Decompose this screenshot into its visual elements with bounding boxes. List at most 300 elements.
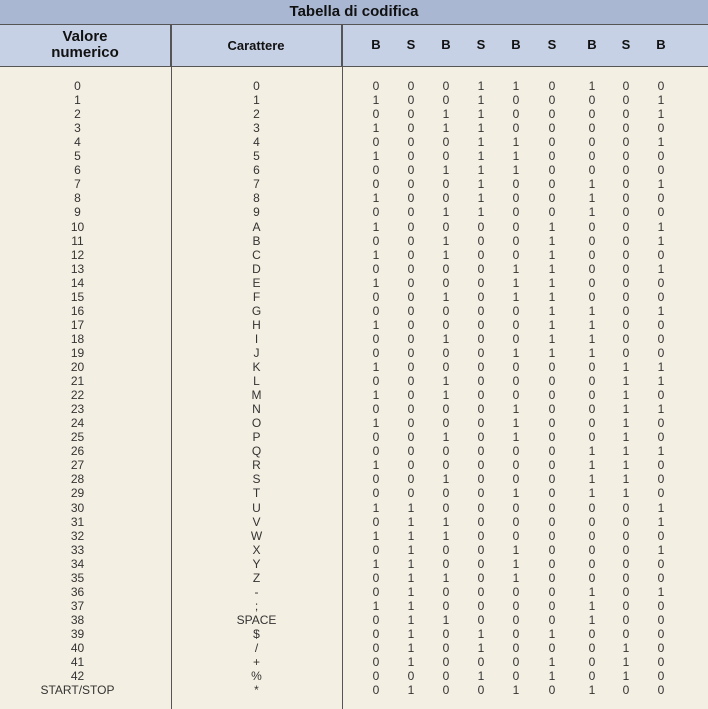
header-bit: B bbox=[441, 37, 451, 52]
character-cell: ; bbox=[254, 598, 259, 613]
bit-cell: 0 bbox=[477, 374, 485, 389]
bit-cell: 0 bbox=[622, 135, 630, 150]
bit-cell: 0 bbox=[512, 669, 520, 684]
bit-cell: 0 bbox=[548, 107, 556, 122]
bit-cell: 1 bbox=[442, 289, 450, 304]
bit-cell: 0 bbox=[657, 275, 665, 290]
bit-cell: 1 bbox=[442, 514, 450, 529]
bit-cell: 0 bbox=[622, 626, 630, 641]
bit-cell: 1 bbox=[588, 444, 596, 459]
bit-cell: 0 bbox=[442, 360, 450, 374]
bit-cell: 1 bbox=[442, 612, 450, 627]
bit-cell: 0 bbox=[588, 275, 596, 290]
bit-cell: 0 bbox=[477, 556, 485, 571]
bit-cell: 0 bbox=[622, 233, 630, 248]
bit-cell: 0 bbox=[407, 135, 415, 150]
bit-cell: 0 bbox=[512, 303, 520, 318]
table-row bbox=[0, 332, 708, 346]
bit-cell: 1 bbox=[657, 584, 665, 599]
bit-cell: 0 bbox=[407, 444, 415, 459]
bit-cell: 0 bbox=[372, 402, 380, 417]
bit-cell: 0 bbox=[622, 598, 630, 613]
bit-cell: 0 bbox=[588, 289, 596, 304]
bit-cell: 0 bbox=[588, 261, 596, 276]
bit-cell: 1 bbox=[622, 430, 630, 445]
bit-cell: 1 bbox=[477, 149, 485, 164]
bit-cell: 1 bbox=[588, 584, 596, 599]
bit-cell: 0 bbox=[512, 472, 520, 487]
bit-cell: 1 bbox=[442, 163, 450, 178]
bit-cell: 1 bbox=[512, 79, 520, 93]
bit-cell: 0 bbox=[477, 683, 485, 698]
bit-cell: 0 bbox=[622, 331, 630, 346]
bit-cell: 1 bbox=[477, 93, 485, 108]
value-cell: START/STOP bbox=[40, 683, 115, 698]
bit-cell: 0 bbox=[477, 233, 485, 248]
header-bit: B bbox=[371, 37, 381, 52]
bit-cell: 0 bbox=[442, 79, 450, 93]
bit-cell: 1 bbox=[407, 598, 415, 613]
bit-cell: 1 bbox=[588, 177, 596, 192]
table-row bbox=[0, 655, 708, 669]
bit-cell: 0 bbox=[548, 388, 556, 403]
character-cell: M bbox=[251, 388, 262, 403]
bit-cell: 0 bbox=[622, 121, 630, 136]
bit-cell: 1 bbox=[407, 683, 415, 698]
bit-cell: 0 bbox=[442, 303, 450, 318]
bit-cell: 0 bbox=[372, 430, 380, 445]
bit-cell: 1 bbox=[548, 219, 556, 234]
bit-cell: 1 bbox=[372, 219, 380, 234]
character-cell: Y bbox=[252, 556, 261, 571]
bit-cell: 0 bbox=[657, 458, 665, 473]
bit-cell: 1 bbox=[372, 121, 380, 136]
bit-cell: 0 bbox=[622, 149, 630, 164]
bit-cell: 0 bbox=[657, 163, 665, 178]
bit-cell: 0 bbox=[588, 430, 596, 445]
bit-cell: 0 bbox=[407, 472, 415, 487]
bit-cell: 1 bbox=[477, 163, 485, 178]
bit-cell: 1 bbox=[442, 121, 450, 136]
table-row bbox=[0, 402, 708, 416]
table-title: Tabella di codifica bbox=[0, 0, 708, 24]
bit-cell: 1 bbox=[622, 416, 630, 431]
bit-cell: 0 bbox=[372, 233, 380, 248]
bit-cell: 1 bbox=[407, 500, 415, 515]
bit-cell: 0 bbox=[512, 177, 520, 192]
header-bit: S bbox=[621, 37, 631, 52]
bit-cell: 0 bbox=[622, 612, 630, 627]
table-row bbox=[0, 515, 708, 529]
value-cell: 41 bbox=[70, 655, 85, 670]
bit-cell: 0 bbox=[477, 402, 485, 417]
bit-cell: 0 bbox=[477, 444, 485, 459]
bit-cell: 0 bbox=[407, 486, 415, 501]
bit-cell: 0 bbox=[622, 275, 630, 290]
bit-cell: 0 bbox=[657, 486, 665, 501]
table-row bbox=[0, 163, 708, 177]
value-cell: 10 bbox=[70, 219, 85, 234]
bit-cell: 0 bbox=[407, 345, 415, 360]
bit-cell: 0 bbox=[407, 191, 415, 206]
bit-cell: 1 bbox=[622, 669, 630, 684]
bit-cell: 0 bbox=[372, 683, 380, 698]
character-cell: R bbox=[252, 458, 261, 473]
character-cell: $ bbox=[253, 626, 260, 641]
bit-cell: 0 bbox=[512, 374, 520, 389]
table-row bbox=[0, 501, 708, 515]
bit-cell: 0 bbox=[477, 528, 485, 543]
character-cell: 6 bbox=[253, 163, 260, 178]
character-cell: K bbox=[252, 360, 261, 374]
value-cell: 3 bbox=[74, 121, 81, 136]
bit-cell: 1 bbox=[477, 121, 485, 136]
bit-cell: 1 bbox=[442, 388, 450, 403]
bit-cell: 0 bbox=[657, 528, 665, 543]
bit-cell: 0 bbox=[622, 247, 630, 262]
bit-cell: 0 bbox=[372, 177, 380, 192]
bit-cell: 0 bbox=[407, 205, 415, 220]
bit-cell: 1 bbox=[548, 289, 556, 304]
table-row bbox=[0, 683, 708, 697]
bit-cell: 0 bbox=[548, 430, 556, 445]
bit-cell: 0 bbox=[477, 247, 485, 262]
bit-cell: 1 bbox=[622, 472, 630, 487]
bit-cell: 0 bbox=[442, 683, 450, 698]
bit-cell: 1 bbox=[588, 458, 596, 473]
character-cell: + bbox=[252, 655, 260, 670]
character-cell: G bbox=[251, 303, 262, 318]
header-bit: S bbox=[547, 37, 557, 52]
bit-cell: 0 bbox=[407, 107, 415, 122]
table-row bbox=[0, 205, 708, 219]
bit-cell: 1 bbox=[372, 556, 380, 571]
bit-cell: 1 bbox=[477, 135, 485, 150]
header-value-label: Valore numerico bbox=[51, 28, 119, 61]
character-cell: / bbox=[254, 641, 259, 655]
bit-cell: 1 bbox=[588, 205, 596, 220]
bit-cell: 0 bbox=[512, 612, 520, 627]
bit-cell: 1 bbox=[512, 556, 520, 571]
bit-cell: 0 bbox=[442, 626, 450, 641]
bit-cell: 0 bbox=[512, 444, 520, 459]
bit-cell: 0 bbox=[657, 556, 665, 571]
bit-cell: 0 bbox=[657, 626, 665, 641]
bit-cell: 1 bbox=[477, 177, 485, 192]
table-row bbox=[0, 135, 708, 149]
value-cell: 32 bbox=[70, 528, 85, 543]
value-cell: 7 bbox=[74, 177, 81, 192]
value-cell: 36 bbox=[70, 584, 85, 599]
bit-cell: 0 bbox=[512, 205, 520, 220]
bit-cell: 0 bbox=[407, 219, 415, 234]
bit-cell: 0 bbox=[512, 584, 520, 599]
bit-cell: 0 bbox=[622, 556, 630, 571]
bit-cell: 1 bbox=[512, 289, 520, 304]
bit-cell: 0 bbox=[407, 331, 415, 346]
bit-cell: 1 bbox=[657, 360, 665, 374]
bit-cell: 0 bbox=[512, 93, 520, 108]
bit-cell: 1 bbox=[372, 275, 380, 290]
table-row bbox=[0, 599, 708, 613]
bit-cell: 0 bbox=[477, 345, 485, 360]
table-row bbox=[0, 571, 708, 585]
bit-cell: 0 bbox=[622, 514, 630, 529]
bit-cell: 0 bbox=[548, 514, 556, 529]
bit-cell: 0 bbox=[622, 500, 630, 515]
bit-cell: 0 bbox=[372, 374, 380, 389]
bit-cell: 1 bbox=[512, 570, 520, 585]
bit-cell: 1 bbox=[657, 93, 665, 108]
bit-cell: 0 bbox=[548, 402, 556, 417]
character-cell: A bbox=[252, 219, 261, 234]
bit-cell: 1 bbox=[622, 641, 630, 655]
bit-cell: 0 bbox=[407, 177, 415, 192]
bit-cell: 1 bbox=[622, 388, 630, 403]
bit-cell: 0 bbox=[548, 177, 556, 192]
bit-cell: 1 bbox=[548, 233, 556, 248]
value-cell: 28 bbox=[70, 472, 85, 487]
bit-cell: 0 bbox=[657, 612, 665, 627]
bit-cell: 0 bbox=[372, 205, 380, 220]
bit-cell: 0 bbox=[622, 317, 630, 332]
bit-cell: 0 bbox=[657, 683, 665, 698]
bit-cell: 1 bbox=[657, 542, 665, 557]
bit-cell: 0 bbox=[442, 402, 450, 417]
header-bit: B bbox=[587, 37, 597, 52]
bit-cell: 0 bbox=[548, 542, 556, 557]
bit-cell: 0 bbox=[512, 388, 520, 403]
table-row bbox=[0, 416, 708, 430]
bit-cell: 0 bbox=[588, 669, 596, 684]
bit-cell: 1 bbox=[372, 416, 380, 431]
bit-cell: 0 bbox=[548, 416, 556, 431]
bit-cell: 0 bbox=[442, 584, 450, 599]
bit-cell: 0 bbox=[622, 191, 630, 206]
value-cell: 1 bbox=[74, 93, 81, 108]
bit-cell: 0 bbox=[512, 514, 520, 529]
bit-cell: 0 bbox=[407, 93, 415, 108]
bit-cell: 0 bbox=[588, 247, 596, 262]
bit-cell: 0 bbox=[442, 655, 450, 670]
character-cell: E bbox=[252, 275, 261, 290]
bit-cell: 0 bbox=[372, 584, 380, 599]
bit-cell: 0 bbox=[477, 500, 485, 515]
character-cell: 2 bbox=[253, 107, 260, 122]
table-row bbox=[0, 93, 708, 107]
bit-cell: 0 bbox=[622, 261, 630, 276]
bit-cell: 0 bbox=[588, 93, 596, 108]
bit-cell: 1 bbox=[548, 655, 556, 670]
bit-cell: 0 bbox=[622, 93, 630, 108]
bit-cell: 0 bbox=[407, 79, 415, 93]
bit-cell: 0 bbox=[407, 402, 415, 417]
bit-cell: 0 bbox=[622, 303, 630, 318]
value-cell: 16 bbox=[70, 303, 85, 318]
bit-cell: 1 bbox=[407, 641, 415, 655]
bit-cell: 0 bbox=[407, 275, 415, 290]
bit-cell: 1 bbox=[588, 191, 596, 206]
bit-cell: 1 bbox=[512, 149, 520, 164]
bit-cell: 0 bbox=[477, 289, 485, 304]
table-row bbox=[0, 191, 708, 205]
bit-cell: 0 bbox=[588, 163, 596, 178]
bit-cell: 0 bbox=[548, 612, 556, 627]
bit-cell: 0 bbox=[477, 598, 485, 613]
bit-cell: 0 bbox=[512, 121, 520, 136]
bit-cell: 0 bbox=[622, 528, 630, 543]
bit-cell: 0 bbox=[407, 121, 415, 136]
value-cell: 38 bbox=[70, 612, 85, 627]
table-row bbox=[0, 318, 708, 332]
bit-cell: 0 bbox=[442, 93, 450, 108]
value-cell: 42 bbox=[70, 669, 85, 684]
bit-cell: 0 bbox=[442, 542, 450, 557]
bit-cell: 0 bbox=[477, 303, 485, 318]
bit-cell: 0 bbox=[407, 261, 415, 276]
bit-cell: 0 bbox=[442, 317, 450, 332]
bit-cell: 0 bbox=[512, 655, 520, 670]
bit-cell: 1 bbox=[477, 205, 485, 220]
bit-cell: 0 bbox=[442, 416, 450, 431]
bit-cell: 0 bbox=[372, 303, 380, 318]
bit-cell: 0 bbox=[548, 500, 556, 515]
bit-cell: 0 bbox=[657, 641, 665, 655]
value-cell: 22 bbox=[70, 388, 85, 403]
bit-cell: 0 bbox=[512, 500, 520, 515]
bit-cell: 1 bbox=[512, 402, 520, 417]
bit-cell: 0 bbox=[657, 317, 665, 332]
bit-cell: 1 bbox=[548, 331, 556, 346]
bit-cell: 1 bbox=[512, 261, 520, 276]
value-cell: 18 bbox=[70, 331, 85, 346]
table-row bbox=[0, 444, 708, 458]
bit-cell: 0 bbox=[622, 177, 630, 192]
bit-cell: 0 bbox=[622, 79, 630, 93]
bit-cell: 0 bbox=[588, 514, 596, 529]
bit-cell: 0 bbox=[477, 612, 485, 627]
bit-cell: 0 bbox=[477, 430, 485, 445]
bit-cell: 0 bbox=[548, 79, 556, 93]
bit-cell: 0 bbox=[588, 360, 596, 374]
bit-cell: 1 bbox=[372, 149, 380, 164]
character-cell: U bbox=[252, 500, 261, 515]
table-body bbox=[0, 67, 708, 709]
bit-cell: 0 bbox=[442, 261, 450, 276]
table-row bbox=[0, 177, 708, 191]
bit-cell: 1 bbox=[657, 135, 665, 150]
bit-cell: 0 bbox=[588, 500, 596, 515]
table-row bbox=[0, 107, 708, 121]
character-cell: 5 bbox=[253, 149, 260, 164]
bit-cell: 0 bbox=[622, 205, 630, 220]
bit-cell: 0 bbox=[442, 458, 450, 473]
bit-cell: 0 bbox=[588, 121, 596, 136]
bit-cell: 1 bbox=[588, 472, 596, 487]
bit-cell: 0 bbox=[512, 317, 520, 332]
table-row bbox=[0, 79, 708, 93]
character-cell: S bbox=[252, 472, 261, 487]
bit-cell: 0 bbox=[622, 542, 630, 557]
bit-cell: 0 bbox=[588, 641, 596, 655]
bit-cell: 1 bbox=[407, 655, 415, 670]
table-row bbox=[0, 557, 708, 571]
bit-cell: 0 bbox=[477, 458, 485, 473]
bit-cell: 1 bbox=[657, 374, 665, 389]
character-cell: W bbox=[250, 528, 263, 543]
table-row bbox=[0, 486, 708, 500]
bit-cell: 0 bbox=[657, 79, 665, 93]
bit-cell: 1 bbox=[548, 626, 556, 641]
bit-cell: 0 bbox=[512, 641, 520, 655]
bit-cell: 1 bbox=[372, 500, 380, 515]
table-row bbox=[0, 234, 708, 248]
bit-cell: 1 bbox=[407, 612, 415, 627]
bit-cell: 1 bbox=[512, 345, 520, 360]
bit-cell: 0 bbox=[512, 247, 520, 262]
bit-cell: 0 bbox=[588, 135, 596, 150]
bit-cell: 1 bbox=[477, 626, 485, 641]
value-cell: 26 bbox=[70, 444, 85, 459]
bit-cell: 1 bbox=[372, 93, 380, 108]
bit-cell: 1 bbox=[657, 233, 665, 248]
bit-cell: 0 bbox=[657, 205, 665, 220]
value-cell: 19 bbox=[70, 345, 85, 360]
bit-cell: 0 bbox=[477, 261, 485, 276]
value-cell: 13 bbox=[70, 261, 85, 276]
character-cell: - bbox=[254, 584, 259, 599]
bit-cell: 1 bbox=[588, 486, 596, 501]
table-row bbox=[0, 458, 708, 472]
bit-cell: 1 bbox=[622, 444, 630, 459]
header-character-label: Carattere bbox=[227, 37, 285, 53]
bit-cell: 0 bbox=[442, 135, 450, 150]
bit-cell: 0 bbox=[622, 584, 630, 599]
bit-cell: 0 bbox=[548, 191, 556, 206]
bit-cell: 0 bbox=[372, 261, 380, 276]
bit-cell: 0 bbox=[588, 107, 596, 122]
bit-cell: 1 bbox=[442, 430, 450, 445]
bit-cell: 0 bbox=[372, 641, 380, 655]
bit-cell: 0 bbox=[477, 317, 485, 332]
table-row bbox=[0, 149, 708, 163]
bit-cell: 0 bbox=[512, 528, 520, 543]
bit-cell: 0 bbox=[512, 107, 520, 122]
character-cell: 9 bbox=[253, 205, 260, 220]
bit-cell: 0 bbox=[407, 247, 415, 262]
bit-cell: 0 bbox=[548, 121, 556, 136]
bit-cell: 0 bbox=[657, 331, 665, 346]
bit-cell: 1 bbox=[512, 683, 520, 698]
bit-cell: 1 bbox=[512, 275, 520, 290]
bit-cell: 0 bbox=[548, 472, 556, 487]
table-row bbox=[0, 304, 708, 318]
bit-cell: 0 bbox=[548, 598, 556, 613]
table-row bbox=[0, 627, 708, 641]
bit-cell: 1 bbox=[477, 641, 485, 655]
value-cell: 23 bbox=[70, 402, 85, 417]
bit-cell: 1 bbox=[548, 247, 556, 262]
bit-cell: 1 bbox=[657, 107, 665, 122]
header-bits bbox=[342, 24, 708, 66]
value-cell: 2 bbox=[74, 107, 81, 122]
value-cell: 5 bbox=[74, 149, 81, 164]
bit-cell: 0 bbox=[588, 570, 596, 585]
bit-cell: 1 bbox=[657, 514, 665, 529]
bit-cell: 1 bbox=[372, 247, 380, 262]
bit-cell: 1 bbox=[442, 331, 450, 346]
bit-cell: 0 bbox=[477, 360, 485, 374]
